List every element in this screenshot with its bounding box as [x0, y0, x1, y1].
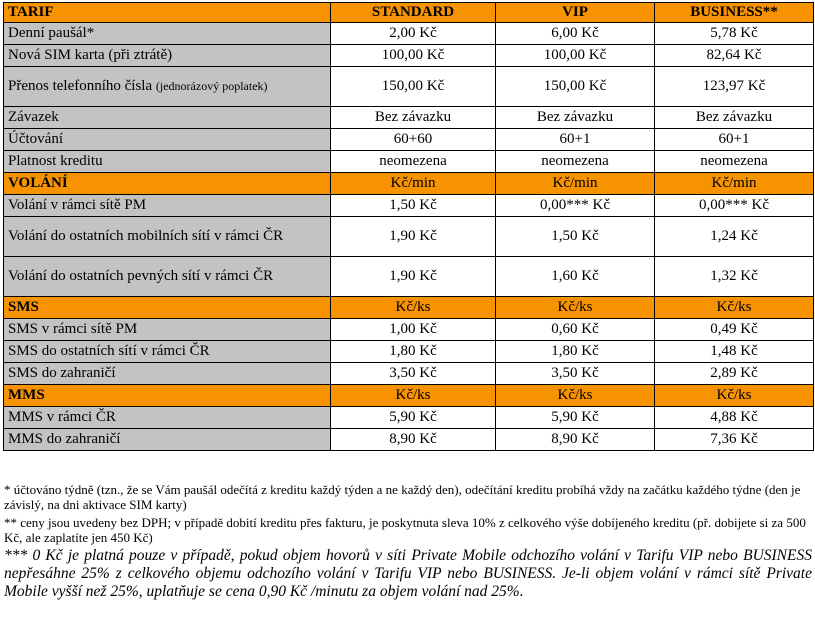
cell-standard: 1,90 Kč [331, 257, 496, 297]
cell-business: 123,97 Kč [655, 67, 814, 107]
table-row [4, 67, 814, 107]
cell-standard: 3,50 Kč [331, 363, 496, 385]
cell-business: 2,89 Kč [655, 363, 814, 385]
row-label: Volání v rámci sítě PM [4, 195, 331, 217]
cell-business: 7,36 Kč [655, 429, 814, 451]
unit-standard: Kč/ks [331, 385, 496, 407]
row-label: Účtování [4, 129, 331, 151]
cell-vip: 5,90 Kč [496, 407, 655, 429]
header-standard: STANDARD [331, 3, 496, 23]
cell-vip: 60+1 [496, 129, 655, 151]
cell-vip: 1,80 Kč [496, 341, 655, 363]
section-header-calls [4, 173, 814, 195]
cell-standard: neomezena [331, 151, 496, 173]
cell-standard: 2,00 Kč [331, 23, 496, 45]
cell-vip: 3,50 Kč [496, 363, 655, 385]
footnote-1: * účtováno týdně (tzn., že se Vám paušál odečítá z kreditu každý týden a ne každý den), odečítání kreditu probíhá vždy na začátku každého týdne (den je závislý, na dni aktivace SIM karty) [4, 482, 801, 512]
unit-standard: Kč/ks [331, 297, 496, 319]
row-label: SMS do zahraničí [4, 363, 331, 385]
cell-vip: 0,00*** Kč [496, 195, 655, 217]
table-row [4, 45, 814, 67]
cell-business: neomezena [655, 151, 814, 173]
section-title: MMS [4, 385, 331, 407]
table-row [4, 363, 814, 385]
table-row [4, 319, 814, 341]
row-label: Závazek [4, 107, 331, 129]
table-row [4, 341, 814, 363]
unit-standard: Kč/min [331, 173, 496, 195]
table-header-row [4, 3, 814, 23]
footnote-2: ** ceny jsou uvedeny bez DPH; v případě dobití kreditu přes fakturu, je poskytnuta sleva 10% z celkového výše dobíjeného kreditu (př. dobijete si za 500 Kč, ale zaplatíte jen 450 Kč) [4, 515, 806, 545]
unit-vip: Kč/ks [496, 385, 655, 407]
cell-vip: 0,60 Kč [496, 319, 655, 341]
row-label: SMS do ostatních sítí v rámci ČR [4, 341, 331, 363]
cell-standard: 60+60 [331, 129, 496, 151]
table-row [4, 151, 814, 173]
cell-vip: Bez závazku [496, 107, 655, 129]
unit-business: Kč/min [655, 173, 814, 195]
cell-vip: 150,00 Kč [496, 67, 655, 107]
table-row [4, 23, 814, 45]
row-label-note: (jednorázový poplatek) [155, 79, 268, 93]
cell-standard: Bez závazku [331, 107, 496, 129]
table-row [4, 429, 814, 451]
cell-vip: 1,50 Kč [496, 217, 655, 257]
table-row [4, 407, 814, 429]
cell-vip: 100,00 Kč [496, 45, 655, 67]
cell-standard: 100,00 Kč [331, 45, 496, 67]
section-header-sms [4, 297, 814, 319]
cell-business: 1,24 Kč [655, 217, 814, 257]
cell-business: Bez závazku [655, 107, 814, 129]
row-label-main: Přenos telefonního čísla [8, 78, 153, 94]
table-row [4, 195, 814, 217]
table-row [4, 257, 814, 297]
cell-standard: 150,00 Kč [331, 67, 496, 107]
table-row [4, 107, 814, 129]
table-row [4, 129, 814, 151]
unit-business: Kč/ks [655, 385, 814, 407]
row-label: Nová SIM karta (při ztrátě) [4, 45, 331, 67]
cell-standard: 1,00 Kč [331, 319, 496, 341]
row-label: MMS do zahraničí [4, 429, 331, 451]
row-label: Volání do ostatních mobilních sítí v rámci ČR [4, 217, 331, 257]
cell-business: 1,48 Kč [655, 341, 814, 363]
table-row [4, 217, 814, 257]
cell-vip: 1,60 Kč [496, 257, 655, 297]
section-header-mms [4, 385, 814, 407]
row-label: Denní paušál* [4, 23, 331, 45]
header-tariff: TARIF [4, 3, 331, 23]
tariff-table [3, 2, 814, 451]
cell-business: 0,49 Kč [655, 319, 814, 341]
cell-business: 5,78 Kč [655, 23, 814, 45]
row-label: Platnost kreditu [4, 151, 331, 173]
cell-standard: 5,90 Kč [331, 407, 496, 429]
cell-standard: 1,50 Kč [331, 195, 496, 217]
unit-vip: Kč/min [496, 173, 655, 195]
header-business: BUSINESS** [655, 3, 814, 23]
row-label [4, 67, 331, 107]
footnotes [4, 482, 812, 601]
unit-vip: Kč/ks [496, 297, 655, 319]
row-label: MMS v rámci ČR [4, 407, 331, 429]
cell-vip: 6,00 Kč [496, 23, 655, 45]
cell-standard: 1,80 Kč [331, 341, 496, 363]
cell-business: 0,00*** Kč [655, 195, 814, 217]
cell-business: 82,64 Kč [655, 45, 814, 67]
cell-business: 4,88 Kč [655, 407, 814, 429]
cell-standard: 1,90 Kč [331, 217, 496, 257]
section-title: VOLÁNÍ [4, 173, 331, 195]
footnote-3: *** 0 Kč je platná pouze v případě, pokud objem hovorů v síti Private Mobile odchozího volání v Tarifu VIP nebo BUSINESS nepřesáhne 25% z celkového objemu odchozího volání v Tarifu VIP nebo BUSINESS. Je-li objem volání v rámci sítě Private Mobile vyšší než 25%, uplatňuje se cena 0,90 Kč /minutu za objem volání nad 25%. [4, 547, 812, 600]
section-title: SMS [4, 297, 331, 319]
header-vip: VIP [496, 3, 655, 23]
row-label: Volání do ostatních pevných sítí v rámci ČR [4, 257, 331, 297]
cell-business: 60+1 [655, 129, 814, 151]
unit-business: Kč/ks [655, 297, 814, 319]
cell-business: 1,32 Kč [655, 257, 814, 297]
row-label: SMS v rámci sítě PM [4, 319, 331, 341]
cell-vip: neomezena [496, 151, 655, 173]
cell-vip: 8,90 Kč [496, 429, 655, 451]
cell-standard: 8,90 Kč [331, 429, 496, 451]
